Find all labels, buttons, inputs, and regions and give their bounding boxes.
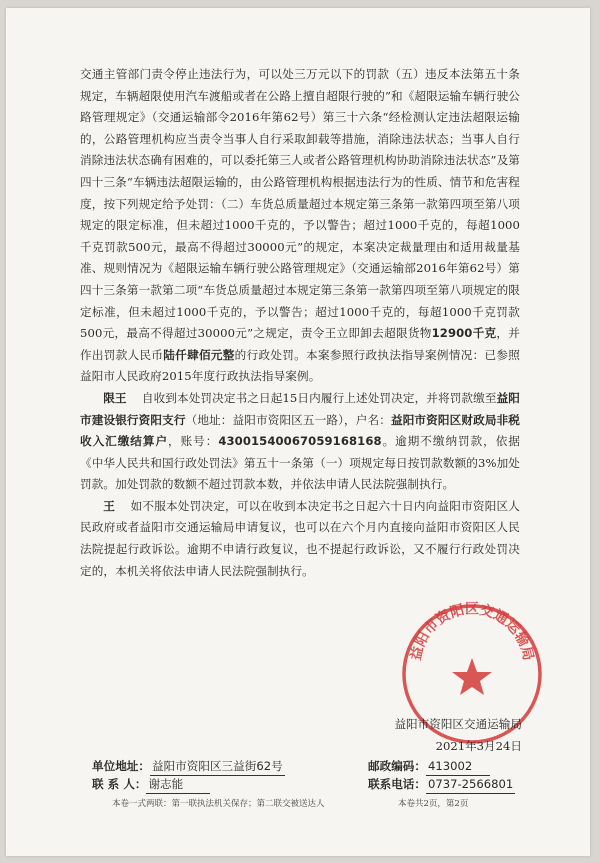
party-name: 限王 — [103, 390, 127, 405]
overload-weight: 12900千克 — [431, 326, 497, 341]
document-body — [80, 64, 520, 582]
guidance-case-text: 的行政处罚。本案参照行政执法指导案例情况：已参照益阳市人民政府2015年度行政执法指导案例。 — [80, 347, 520, 384]
svg-text:益阳市资阳区交通运输局: 益阳市资阳区交通运输局 — [408, 601, 536, 663]
account-label: ，账号： — [168, 434, 219, 449]
account-name: 益阳市资阳区财政局非税收入汇缴结算户 — [80, 412, 520, 449]
phone-value: 0737-2566801 — [426, 775, 515, 794]
copy-note: 本卷一式两联：第一联执法机关保存；第二联交被送达人 — [112, 799, 325, 809]
party-name-appeal: 王 — [103, 498, 115, 513]
bank-name: 益阳市建设银行资阳支行 — [80, 390, 521, 427]
penalty-text: ，并作出罚款人民币 — [80, 326, 520, 362]
footer-postcode — [368, 757, 490, 776]
account-number: 43001540067059168168 — [218, 434, 382, 449]
page-number: 本卷共2页，第2页 — [398, 799, 469, 809]
penalty-amount: 陆仟肆佰元整 — [163, 347, 235, 362]
late-fee-text: 。逾期不缴纳罚款，依据《中华人民共和国行政处罚法》第五十一条第（一）项规定每日按罚款数额的3%加处罚款。加处罚款的数额不超过罚款本数，并依法申请人民法院强制执行。 — [80, 434, 521, 492]
bank-address-text: （地址：益阳市资阳区五一路），户名： — [185, 412, 391, 427]
contact-label: 联 系 人： — [92, 777, 147, 791]
payment-text: 自收到本处罚决定书之日起15日内履行上述处罚决定，并将罚款缴至 — [141, 390, 497, 405]
appeal-text: 如不服本处罚决定，可以在收到本决定书之日起六十日内向益阳市资阳区人民政府或者益阳市交通运输局申请复议，也可以在六个月内直接向益阳市资阳区人民法院提起行政诉讼。逾期不申请行政复议，也不提起行政诉讼，又不履行行政处罚决定的，本机关将依法申请人民法院强制执行。 — [80, 498, 520, 578]
address-label: 单位地址： — [92, 759, 150, 773]
issue-date: 2021年3月24日 — [435, 739, 522, 753]
postcode-label: 邮政编码： — [368, 759, 426, 773]
paragraph-legal-basis — [80, 64, 520, 388]
address-value: 益阳市资阳区三益街62号 — [150, 757, 285, 776]
paragraph-payment — [80, 388, 520, 496]
footer-phone — [368, 775, 515, 794]
footer-contact — [92, 775, 210, 794]
issuing-organization: 益阳市资阳区交通运输局 — [394, 717, 522, 731]
postcode-value: 413002 — [426, 757, 490, 776]
contact-value: 谢志能 — [146, 775, 210, 794]
paragraph-appeal — [80, 496, 520, 582]
footer-address — [92, 757, 285, 776]
order-text: 立即卸去超限货物 — [336, 326, 432, 341]
phone-label: 联系电话： — [368, 777, 426, 791]
legal-basis-text: 交通主管部门责令停止违法行为，可以处三万元以下的罚款（五）违反本法第五十条规定，车辆超限使用汽车渡船或者在公路上擅自超限行驶的”和《超限运输车辆行驶公路管理规定》（交通运输部令2016年第62号）第三十六条“经检测认定违法超限运输的，公路管理机构应当责令当事人自行采取卸载等措施，消除违法状态；当事人自行消除违法状态确有困难的，可以委托第三人或者公路管理机构协助消除违法状态”及第四十三条“车辆违法超限运输的，由公路管理机构根据违法行为的性质、情节和危害程度，按下列规定给予处罚：（二）车货总质量超过本规定第三条第一款第四项至第八项规定的限定标准，但未超过1000千克的，予以警告；超过1000千克的，每超1000千克罚款500元，最高不得超过30000元”的规定，本案决定裁量理由和适用裁量基准、规则情况为《超限运输车辆行驶公路管理规定》（交通运输部2016年第62号）第四十三条第一款第二项“车货总质量超过本规定第三条第一款第四项至第八项规定的限定标准，但未超过1000千克的，予以警告；超过1000千克的，每超1000千克罚款500元，最高不得超过30000元”之规定，责令王 — [80, 67, 520, 341]
